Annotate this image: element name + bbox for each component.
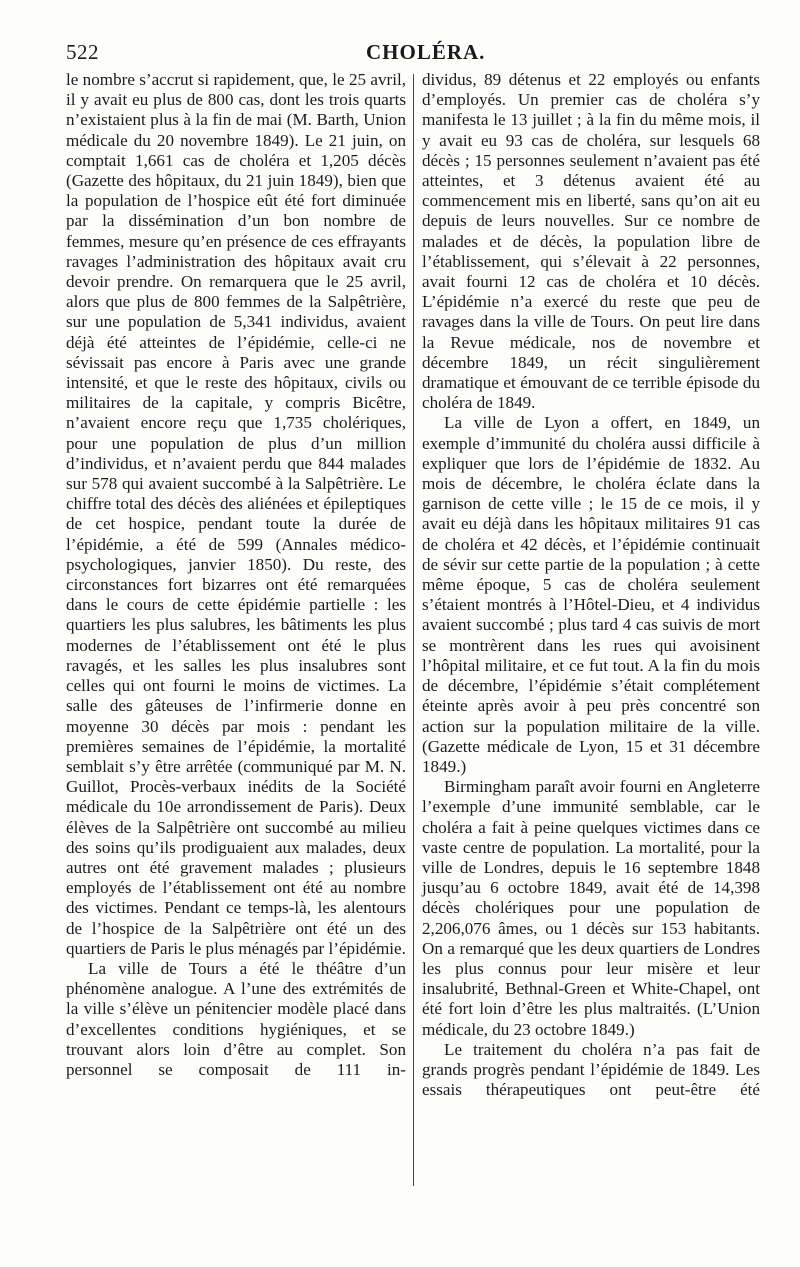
page-header [66,40,756,70]
column-divider [413,74,414,1186]
paragraph-tours: La ville de Tours a été le théâtre d’un phénomène analogue. A l’une des extrémités de la ville s’élève un pénitencier modèle placé dans d’excellentes conditions hygiéniques, et se trouvant alors loin d’être au complet. Son personnel se composait de 111 in- [66,958,406,1079]
paragraph-traitement: Le traitement du choléra n’a pas fait de grands progrès pendant l’épidémie de 1849. Les essais thérapeutiques ont peut-être été [422,1039,760,1100]
left-column [66,70,406,1080]
page-number: 522 [66,40,99,64]
paragraph-tours-continued: dividus, 89 détenus et 22 employés ou enfants d’employés. Un premier cas de choléra s’y manifesta le 13 juillet ; à la fin du même mois, il y avait eu 93 cas de choléra, sur lesquels 68 décès ; 15 personnes seulement n’avaient pas été atteintes, et 3 détenus avaient été au commencement mis en liberté, sans qu’on ait eu depuis de leurs nouvelles. Sur ce nombre de malades et de décès, la population libre de l’établissement, qui s’élevait à 22 personnes, avait fourni 12 cas de choléra et 10 décès. L’épidémie n’a exercé du reste que peu de ravages dans la ville de Tours. On peut lire dans la Revue médicale, nos de novembre et décembre 1849, un récit singulièrement dramatique et émouvant de ce terrible épisode du choléra de 1849. [422,70,760,413]
paragraph-salpetriere: le nombre s’accrut si rapidement, que, le 25 avril, il y avait eu plus de 800 cas, dont les trois quarts n’existaient plus à la fin de mai (M. Barth, Union médicale du 20 novembre 1849). Le 21 juin, on comptait 1,661 cas de choléra et 1,205 décès (Gazette des hôpitaux, du 21 juin 1849), bien que la population de l’hospice eût été fort diminuée par la dissémination d’un bon nombre de femmes, mesure qu’en présence de ces effrayants ravages l’administration des hôpitaux avait cru devoir prendre. On remarquera que le 25 avril, alors que plus de 800 femmes de la Salpêtrière, sur une population de 5,341 individus, avaient déjà été atteintes de l’épidémie, celle-ci ne sévissait pas encore à Paris avec une grande intensité, et que le reste des hôpitaux, civils ou militaires de la capitale, y compris Bicêtre, n’avaient encore reçu que 1,735 cholériques, pour une population de plus d’un million d’individus, et n’avaient perdu que 844 malades sur 578 qui avaient succombé à la Salpêtrière. Le chiffre total des décès des aliénées et épileptiques de cet hospice, pendant toute la durée de l’épidémie, a été de 599 (Annales médico-psychologiques, janvier 1850). Du reste, des circonstances fort bizarres ont été remarquées dans le cours de cette épidémie partielle : les quartiers les plus salubres, les bâtiments les plus modernes de l’établissement ont été le plus ravagés, et les salles les plus insalubres sont celles qui ont fourni le moins de victimes. La salle des gâteuses de l’infirmerie donne en moyenne 30 décès par mois : pendant les premières semaines de l’épidémie, la mortalité semblait s’y être arrêtée (communiqué par M. N. Guillot, Procès-verbaux inédits de la Société médicale du 10e arrondissement de Paris). Deux élèves de la Salpêtrière ont succombé au milieu des soins qu’ils prodiguaient aux malades, deux autres ont été gravement malades ; plusieurs employés de l’établissement ont été au nombre des victimes. Pendant ce temps-là, les alentours de l’hospice de la Salpêtrière ont été un des quartiers de Paris le plus ménagés par l’épidémie. [66,70,406,958]
paragraph-birmingham: Birmingham paraît avoir fourni en Angleterre l’exemple d’une immunité semblable, car le choléra a fait à peine quelques victimes dans ce vaste centre de population. La mortalité, pour la ville de Londres, depuis le 16 septembre 1848 jusqu’au 6 octobre 1849, avait été de 14,398 décès cholériques pour une population de 2,206,076 âmes, ou 1 décès sur 153 habitants. On a remarqué que les deux quartiers de Londres les plus connus pour leur misère et leur insalubrité, Bethnal-Green et White-Chapel, ont été fort loin d’être les plus maltraités. (L’Union médicale, du 23 octobre 1849.) [422,777,760,1039]
running-head: CHOLÉRA. [366,40,486,64]
paragraph-lyon: La ville de Lyon a offert, en 1849, un exemple d’immunité du choléra aussi difficile à expliquer que lors de l’épidémie de 1832. Au mois de décembre, le choléra éclate dans la garnison de cette ville ; le 15 de ce mois, il y avait eu déjà dans les hôpitaux militaires 91 cas de choléra et 42 décès, et l’épidémie continuait de sévir sur cette partie de la population ; à cette même époque, 5 cas de choléra seulement s’étaient montrés à l’Hôtel-Dieu, et 4 individus avaient succombé ; plus tard 4 cas suivis de mort se montrèrent dans les rues qui avoisinent l’hôpital militaire, et ce fut tout. A la fin du mois de décembre, l’épidémie s’était complétement éteinte après avoir à peu près concentré son action sur la population militaire de la ville. (Gazette médicale de Lyon, 15 et 31 décembre 1849.) [422,413,760,776]
right-column [422,70,760,1100]
